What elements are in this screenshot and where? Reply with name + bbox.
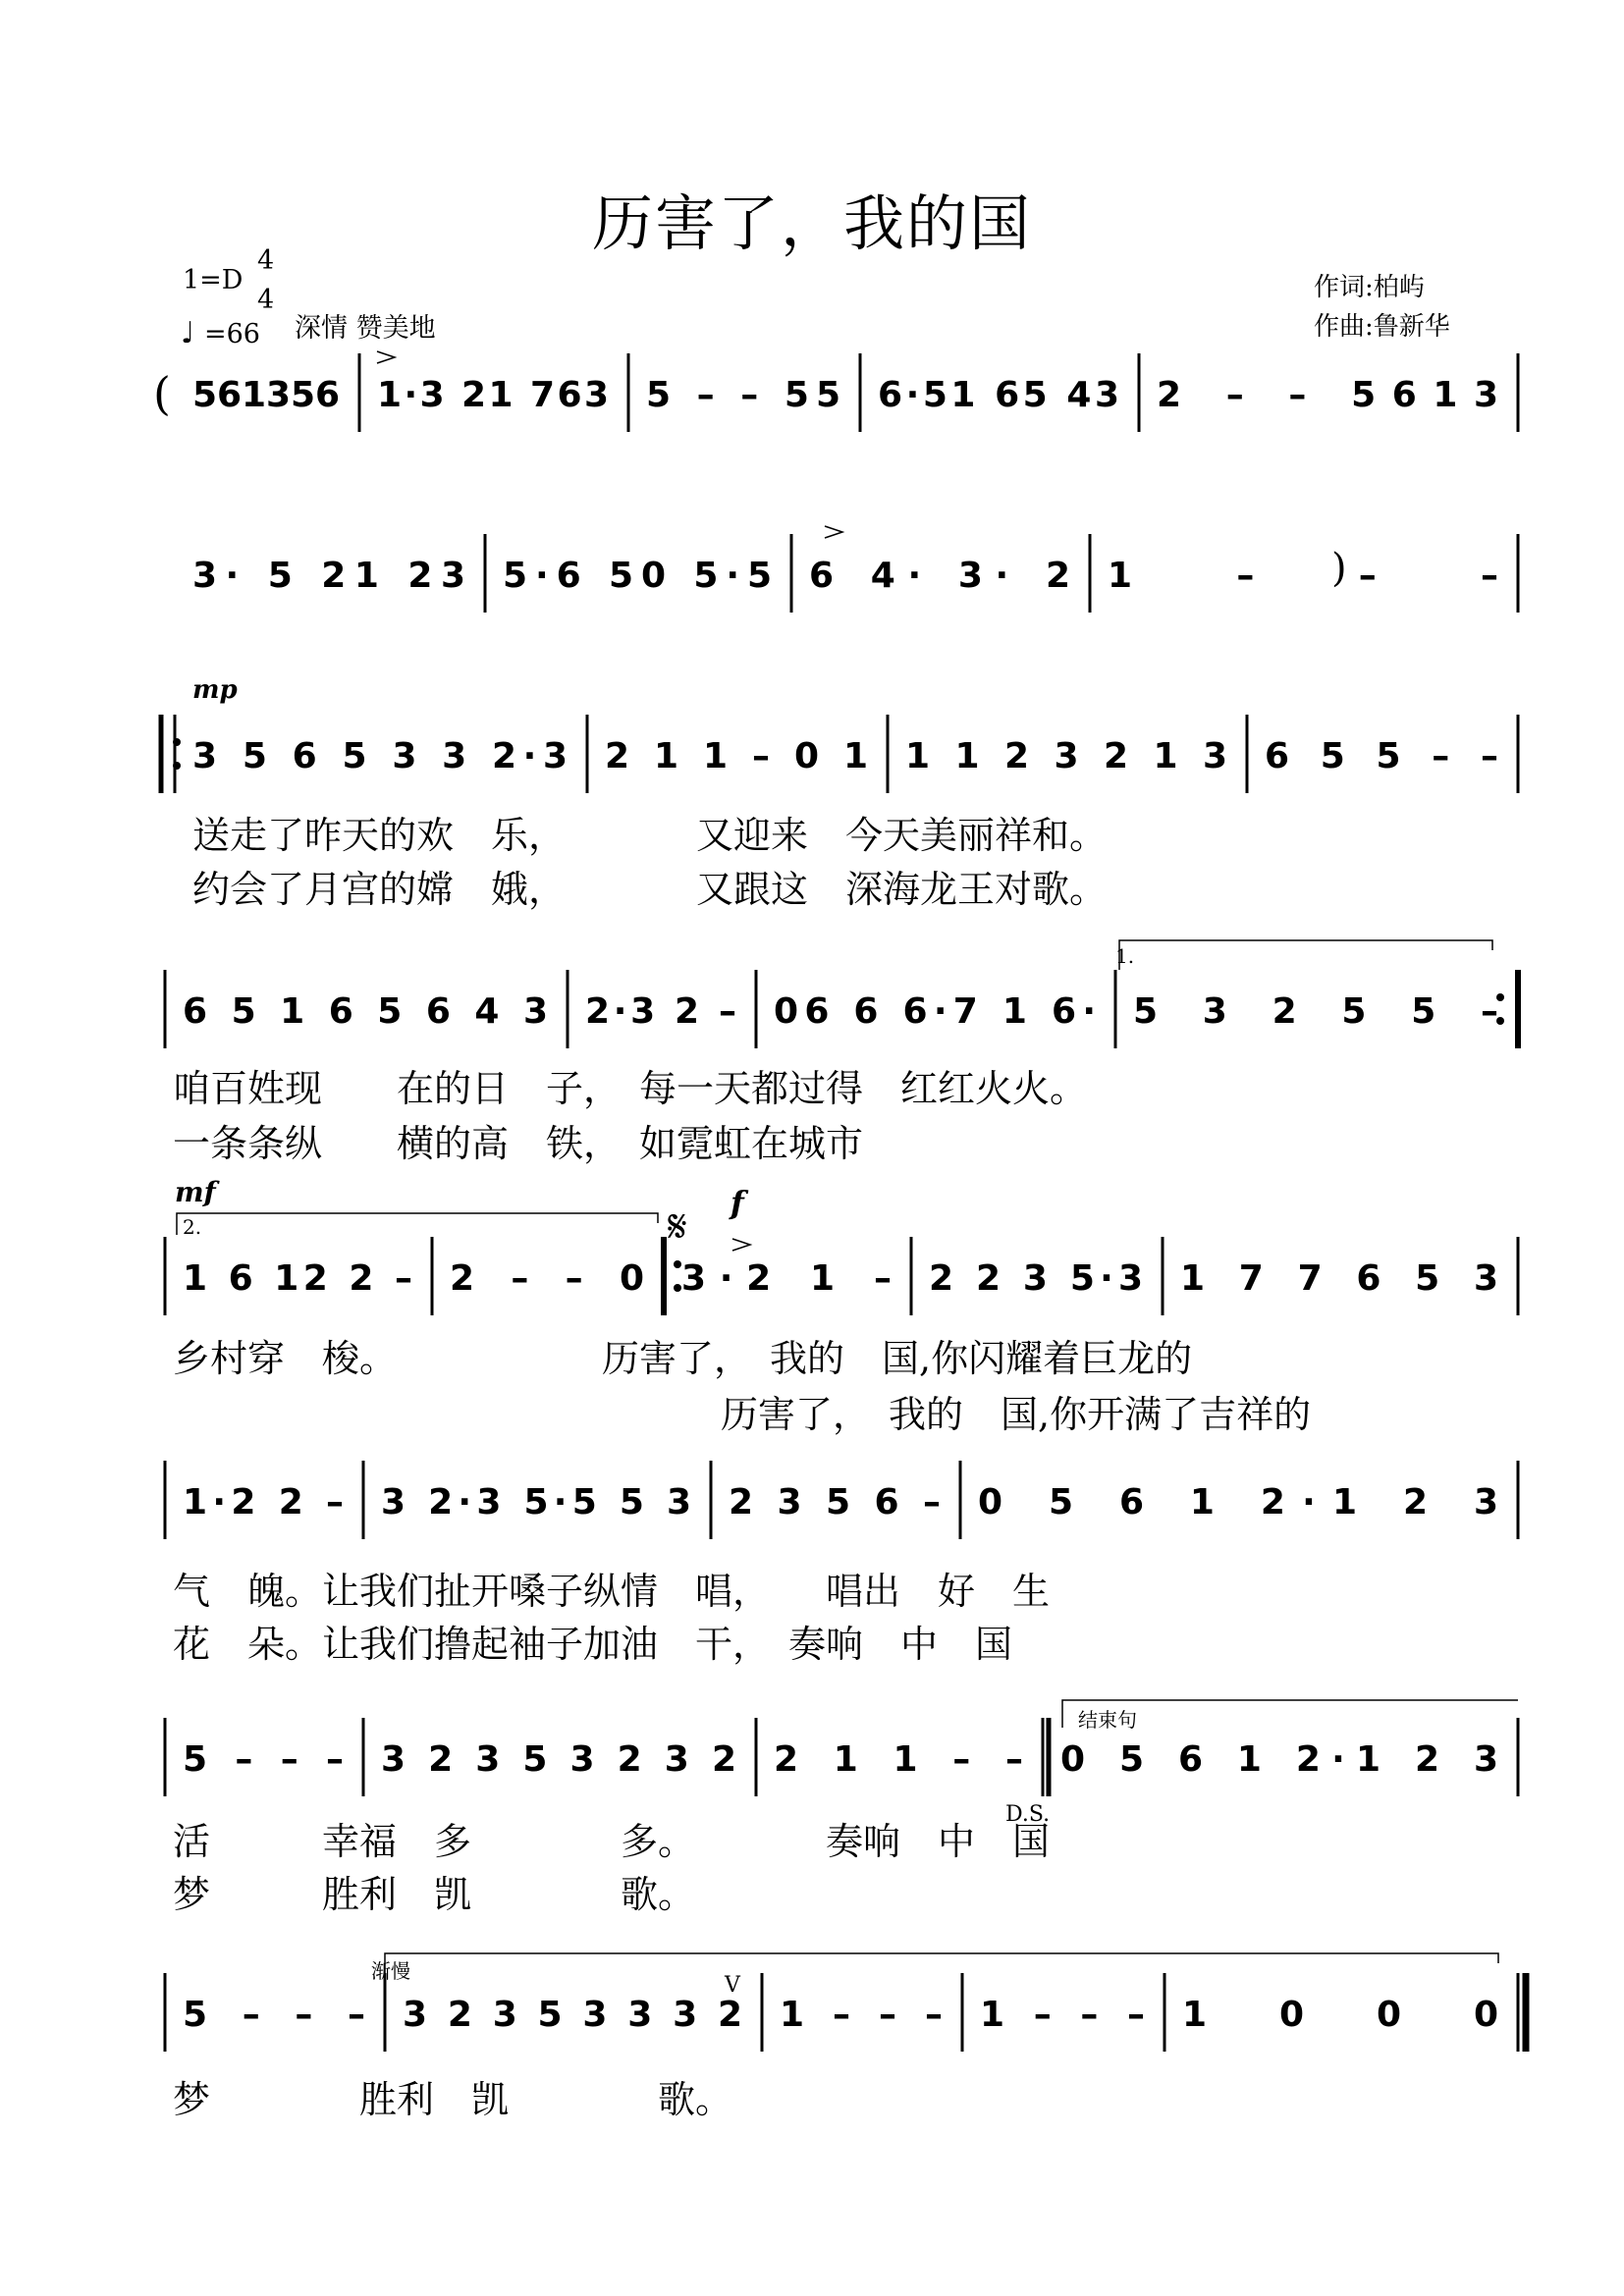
lyric-line: 历害了， 我的 国,你开满了吉祥的 [721,1393,1312,1436]
measure-notes: 5 – – – [183,1739,346,1780]
lyric-line: 乡村穿 梭。 历害了， 我的 国,你闪耀着巨龙的 [173,1337,1193,1380]
dynamic-f: f [731,1184,744,1221]
measure-notes: 5·6 50 5·5 [503,556,774,596]
intro-open-paren: ( [153,367,171,420]
measure-notes: 2 – – 0 [450,1258,646,1299]
accent-icon [377,351,395,363]
measure-notes: 1 7 7 6 5 3 [1180,1258,1500,1299]
measure-notes: 2 1 1 – 0 1 [605,736,870,776]
expression-marking: 深情 赞美地 [295,313,436,344]
volta-1-bracket [1119,940,1492,970]
measure-notes: 1 6 12 2 – [183,1258,414,1299]
measure-notes: 1 – – – [980,1995,1147,2035]
breath-mark: V [725,1973,740,1998]
measure-notes: 2 3 5 6 – [729,1482,943,1522]
measure-notes: 1·3 21 763 [377,375,611,415]
repeat-dot [173,738,181,746]
measure-notes: 1·2 2 – [183,1482,346,1522]
repeat-dot [173,762,181,770]
measure-notes: 0 5 6 1 2·1 2 3 [978,1482,1500,1522]
dynamic-mp: mp [192,675,238,705]
ending-label: 结束句 [1078,1708,1137,1732]
measure-notes: 561356 [192,375,342,415]
lyric-line: 梦 胜利 凯 歌。 [173,1873,696,1916]
measure-notes: 1 – – – [780,1995,945,2035]
measure-notes: 2 1 1 – – [774,1739,1025,1780]
measure-notes: 2 – – 5613 [1157,375,1500,415]
volta-2-label: 2. [183,1215,202,1239]
ending-bracket-2 [385,1953,1498,1975]
volta-1-label: 1. [1115,944,1135,968]
time-signature-top: 4 [257,245,275,276]
lyric-line: 一条条纵 横的高 铁， 如霓虹在城市 [173,1122,864,1165]
measure-notes: 5 – – 55 [646,375,842,415]
key-signature: 1=D [183,265,244,295]
measure-notes: 3· 5 21 23 [192,556,467,596]
measure-notes: 1 – – – [1108,556,1500,596]
measure-notes: 1 1 2 3 2 1 3 [905,736,1229,776]
measure-notes: 2 2 3 5·3 [929,1258,1145,1299]
lyric-line: 气 魄。让我们扯开嗓子纵情 唱， 唱出 好 生 [173,1570,1051,1613]
measure-notes: 6 4· 3· 2 [809,556,1072,596]
measure-notes: 3 2 3 5 3 3 3 2 [403,1995,744,2035]
repeat-dot [674,1260,681,1268]
page-title: 历害了，我的国 [591,187,1032,259]
volta-2-bracket [177,1213,658,1235]
measure-notes: 1 0 0 0 [1182,1995,1500,2035]
accent-icon [732,1239,750,1251]
lyricist-credit: 作词:柏屿 [1314,273,1425,302]
dynamic-mf: mf [175,1176,216,1208]
lyric-line: 活 幸福 多 多。 奏响 中 国 [173,1820,1051,1863]
measure-notes: 3·2 1 – [681,1258,893,1299]
measure-notes: 06 6 6·7 1 6· [774,991,1098,1032]
measure-notes: 3 2 3 5 3 2 3 2 [381,1739,738,1780]
ds-marking: D.S. [1005,1802,1051,1827]
measure-notes: 3 2·3 5·5 5 3 [381,1482,693,1522]
measure-notes: 5 – – – [183,1995,367,2035]
intro-close-paren: ) [1331,546,1347,591]
lyric-line: 咱百姓现 在的日 子， 每一天都过得 红红火火。 [173,1067,1088,1110]
measure-notes: 6·51 65 43 [878,375,1121,415]
measure-notes: 6 5 1 6 5 6 4 3 [183,991,550,1032]
measure-notes: 0 5 6 1 2·1 2 3 [1060,1739,1500,1780]
time-signature-bottom: 4 [257,285,275,315]
measure-notes: 5 3 2 5 5 – [1133,991,1500,1032]
measure-notes: 3 5 6 5 3 3 2·3 [192,736,569,776]
tempo-marking: =66 [204,319,260,349]
measure-notes: 6 5 5 – – [1265,736,1500,776]
ritardando-marking: 渐慢 [371,1959,410,1983]
lyric-line: 梦 胜利 凯 歌。 [173,2078,733,2121]
measure-notes: 2·3 2 – [585,991,738,1032]
ending-bracket [1062,1700,1518,1728]
composer-credit: 作曲:鲁新华 [1314,312,1450,342]
lyric-line: 花 朵。让我们撸起袖子加油 干， 奏响 中 国 [173,1623,1013,1666]
accent-icon [825,526,842,538]
repeat-dot [674,1284,681,1292]
quarter-note-icon: ♩ [181,316,195,350]
lyric-line: 送走了昨天的欢 乐， 又迎来 今天美丽祥和。 [192,814,1108,857]
segno-icon: 𝄋 [668,1200,687,1253]
lyric-line: 约会了月宫的嫦 娥， 又跟这 深海龙王对歌。 [192,868,1108,911]
